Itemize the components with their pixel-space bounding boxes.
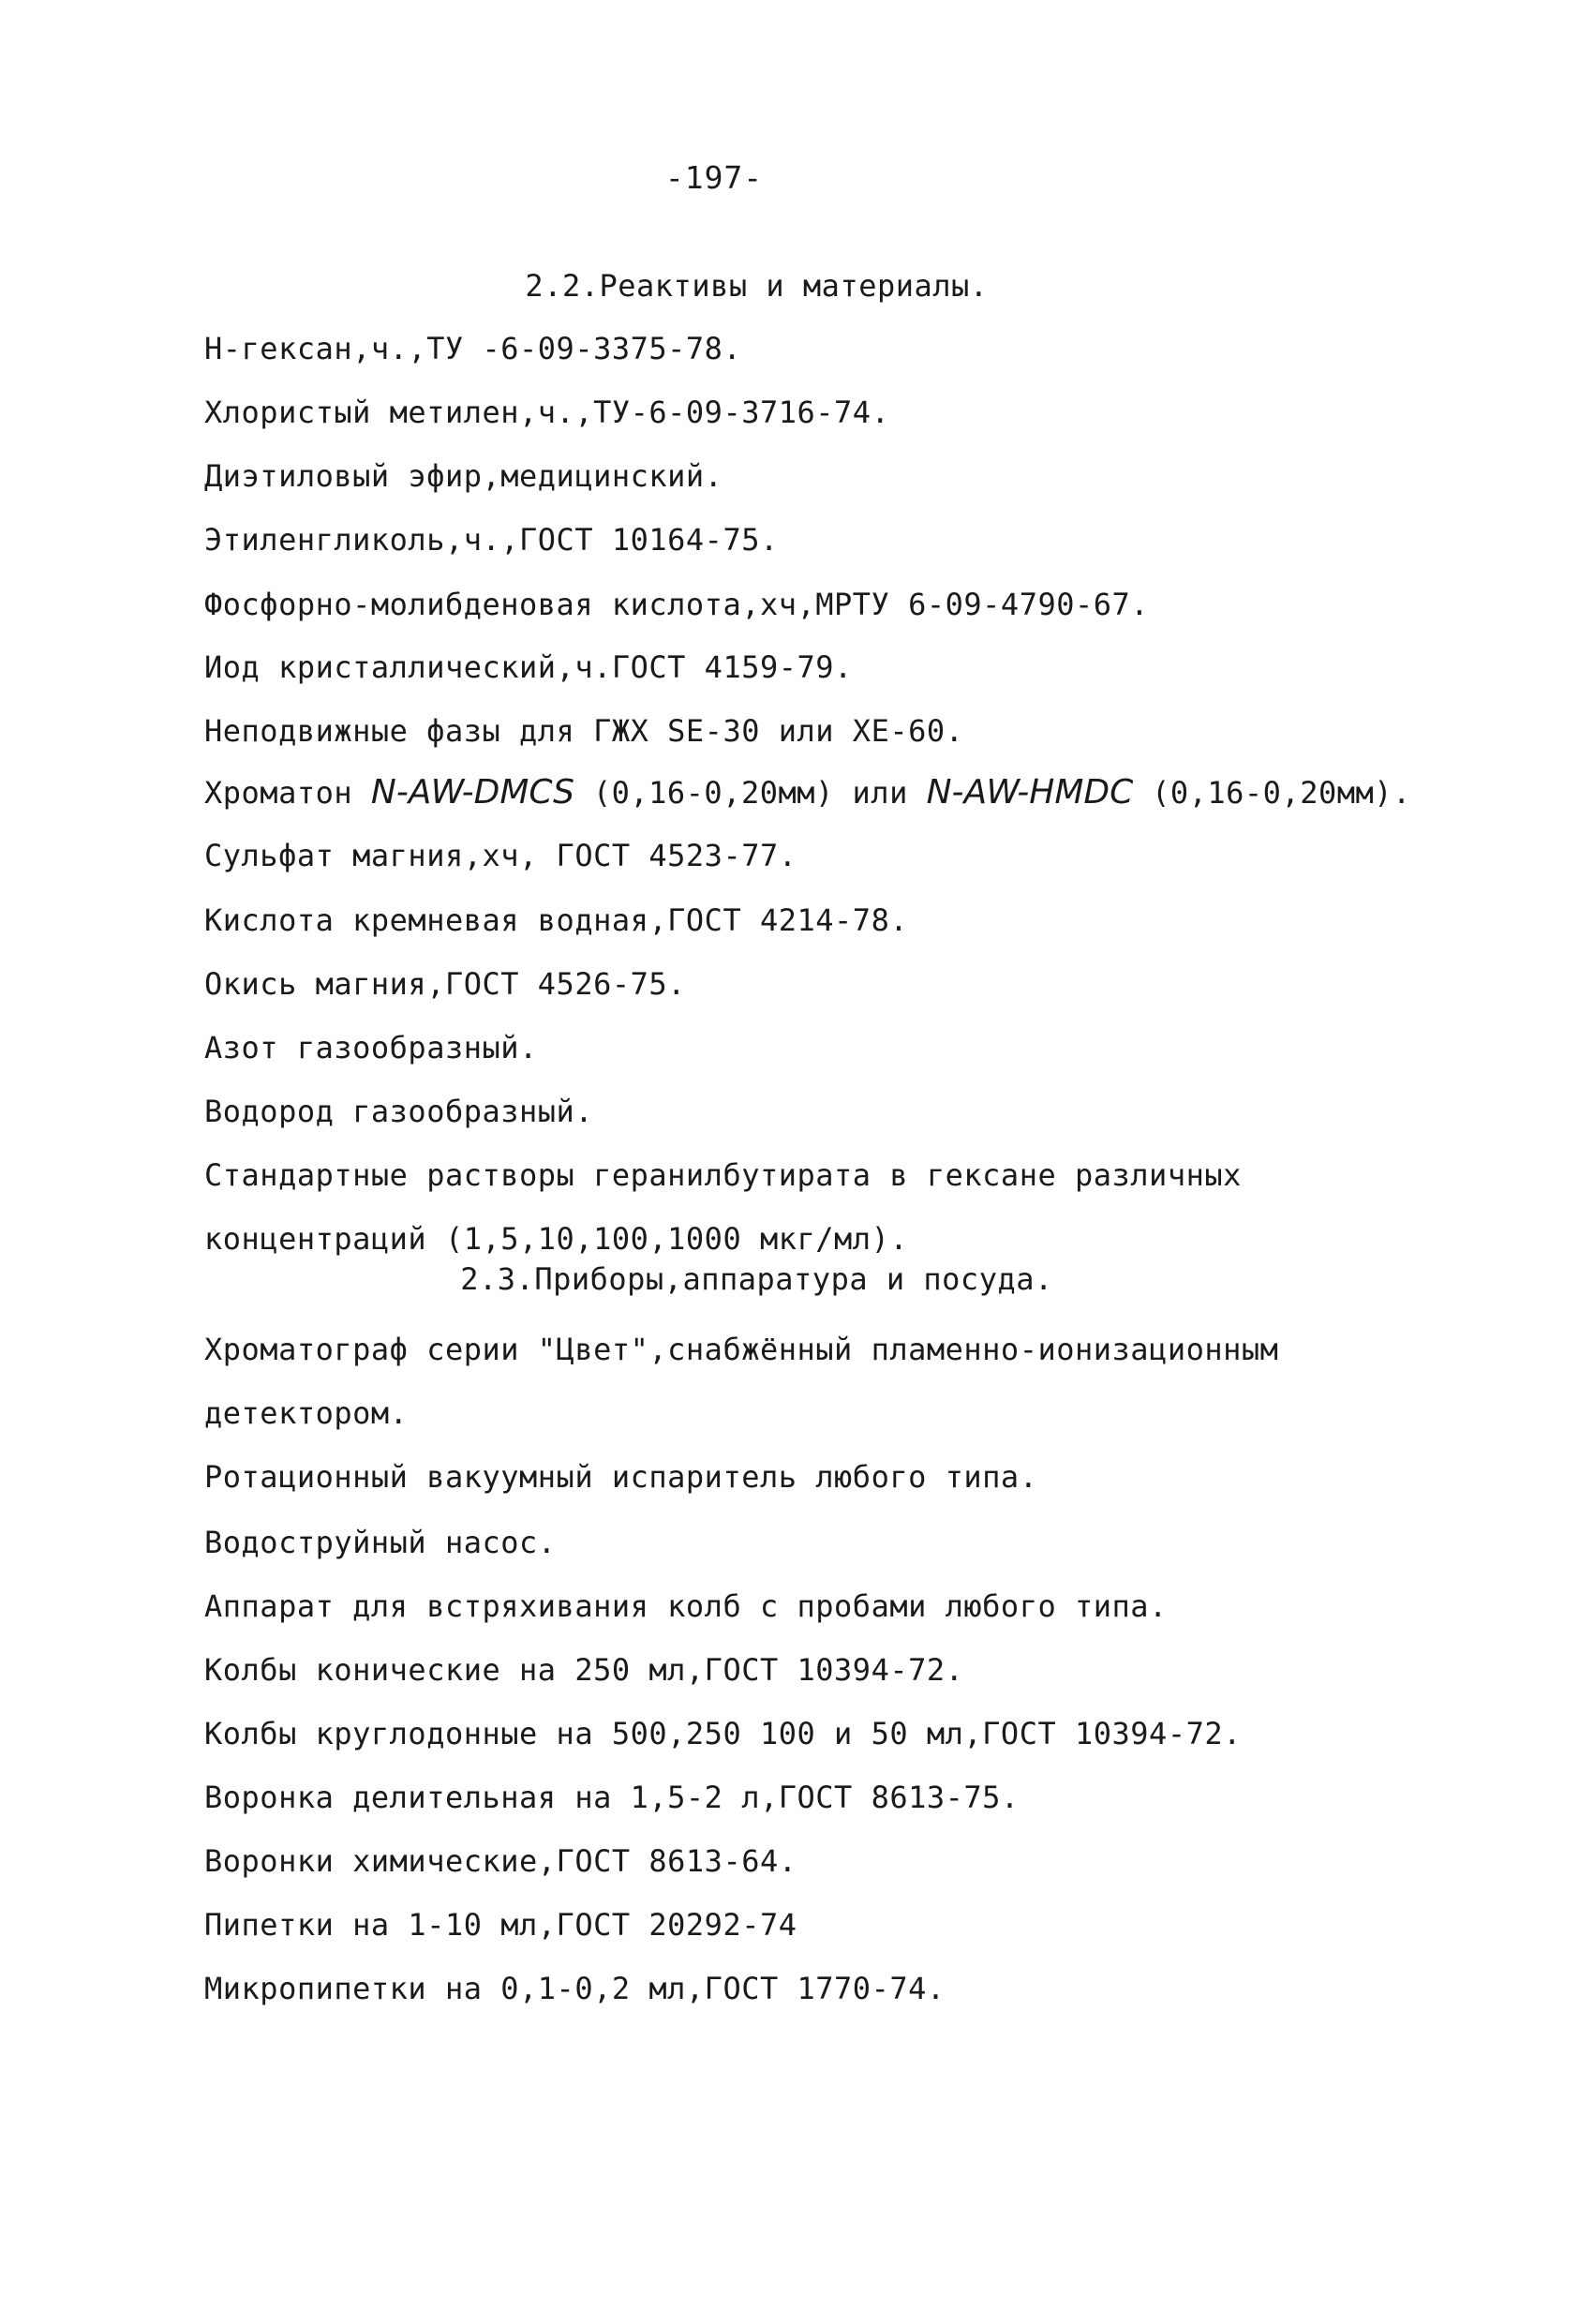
reagent-line: Хлористый метилен,ч.,ТУ-6-09-3716-74. [204, 395, 890, 430]
equipment-line: Колбы конические на 250 мл,ГОСТ 10394-72. [204, 1652, 964, 1688]
reagent-line: Сульфат магния,хч, ГОСТ 4523-77. [204, 838, 797, 873]
chromaton-prefix: Хроматон [204, 775, 371, 811]
chromaton-suffix: (0,16-0,20мм). [1133, 775, 1411, 811]
equipment-line: Колбы круглодонные на 500,250 100 и 50 мл,ГОСТ 10394-72. [204, 1716, 1242, 1751]
equipment-line: Ротационный вакуумный испаритель любого типа. [204, 1459, 1038, 1495]
equipment-line: детектором. [204, 1395, 409, 1431]
reagent-line: Неподвижные фазы для ГЖХ SE-30 или ХЕ-60. [204, 713, 964, 749]
reagent-line: Иод кристаллический,ч.ГОСТ 4159-79. [204, 649, 853, 685]
reagent-line: Диэтиловый эфир,медицинский. [204, 458, 723, 494]
page-number: -197- [664, 159, 764, 196]
chromaton-mid: (0,16-0,20мм) или [574, 775, 927, 811]
equipment-line: Микропипетки на 0,1-0,2 мл,ГОСТ 1770-74. [204, 1971, 946, 2006]
equipment-line: Аппарат для встряхивания колб с пробами любого типа. [204, 1588, 1168, 1624]
reagent-line: Фосфорно-молибденовая кислота,хч,МРТУ 6-09-4790-67. [204, 587, 1150, 622]
reagent-line: Кислота кремневая водная,ГОСТ 4214-78. [204, 902, 909, 938]
reagent-line: Окись магния,ГОСТ 4526-75. [204, 966, 686, 1002]
chromaton-name-hmdc: N-AW-HMDC [926, 773, 1134, 812]
chromaton-name-dmcs: N-AW-DMCS [370, 773, 575, 812]
equipment-line: Воронки химические,ГОСТ 8613-64. [204, 1843, 797, 1879]
reagent-line: Этиленгликоль,ч.,ГОСТ 10164-75. [204, 522, 779, 558]
reagent-line: Водород газообразный. [204, 1094, 594, 1129]
equipment-line: Водоструйный насос. [204, 1525, 557, 1560]
equipment-line: Воронка делительная на 1,5-2 л,ГОСТ 8613-75. [204, 1780, 1020, 1815]
equipment-line: Хроматограф серии "Цвет",снабжённый пламенно-ионизационным [204, 1332, 1279, 1367]
reagent-line-chromaton [204, 774, 1411, 812]
reagent-line: концентраций (1,5,10,100,1000 мкг/мл). [204, 1221, 909, 1257]
equipment-line: Пипетки на 1-10 мл,ГОСТ 20292-74 [204, 1907, 797, 1943]
reagent-line: Стандартные растворы геранилбутирата в гексане различных [204, 1157, 1242, 1193]
reagent-line: Азот газообразный. [204, 1030, 538, 1065]
section-heading-reagents: 2.2.Реактивы и материалы. [525, 268, 989, 304]
reagent-line: Н-гексан,ч.,ТУ -6-09-3375-78. [204, 331, 742, 366]
section-heading-equipment: 2.3.Приборы,аппаратура и посуда. [460, 1261, 1053, 1297]
